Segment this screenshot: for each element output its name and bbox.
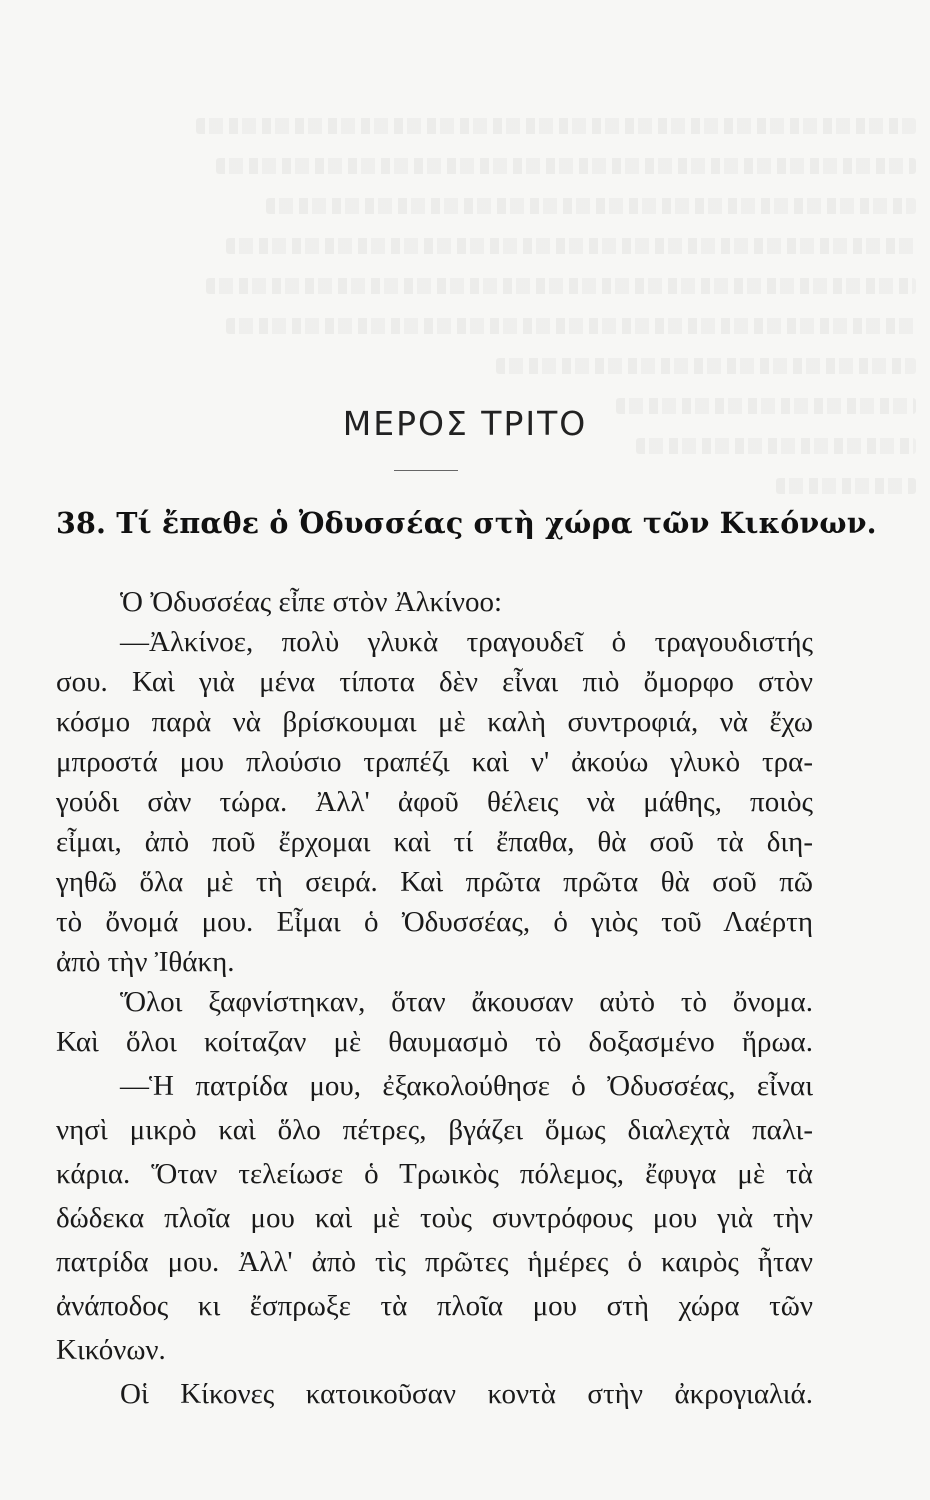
paragraph-line: ἀπὸ τὴν Ἰθάκη. xyxy=(56,946,235,978)
paragraph-line: δώδεκα πλοῖα μου καὶ μὲ τοὺς συντρόφους μου γιὰ τὴν xyxy=(56,1202,813,1234)
paragraph-line: Ὁ Ὀδυσσέας εἶπε στὸν Ἀλκίνοο: xyxy=(120,586,503,618)
paragraph-line: Καὶ ὅλοι κοίταζαν μὲ θαυμασμὸ τὸ δοξασμένο ἥρωα. xyxy=(56,1026,813,1058)
paragraph-line: γηθῶ ὅλα μὲ τὴ σειρά. Καὶ πρῶτα πρῶτα θὰ σοῦ πῶ xyxy=(56,866,813,898)
paragraph-line: σου. Καὶ γιὰ μένα τίποτα δὲν εἶναι πιὸ ὄμορφο στὸν xyxy=(56,666,813,698)
paragraph-line: Οἱ Κίκονες κατοικοῦσαν κοντὰ στὴν ἀκρογιαλιά. xyxy=(120,1378,813,1410)
paragraph-line: τὸ ὄνομά μου. Εἶμαι ὁ Ὀδυσσέας, ὁ γιὸς τοῦ Λαέρτη xyxy=(56,906,813,938)
paragraph-line: γούδι σὰν τώρα. Ἀλλ' ἀφοῦ θέλεις νὰ μάθης, ποιὸς xyxy=(56,786,813,818)
paragraph-line: ἀνάποδος κι ἔσπρωξε τὰ πλοῖα μου στὴ χώρα τῶν xyxy=(56,1290,813,1322)
title-divider xyxy=(394,470,458,471)
chapter-heading: 38. Τί ἔπαθε ὁ Ὀδυσσέας στὴ χώρα τῶν Κικόνων. xyxy=(56,506,877,540)
paragraph-line: —Ἡ πατρίδα μου, ἐξακολούθησε ὁ Ὀδυσσέας, εἶναι xyxy=(120,1070,813,1102)
paragraph-line: νησὶ μικρὸ καὶ ὅλο πέτρες, βγάζει ὅμως διαλεχτὰ παλι- xyxy=(56,1114,813,1146)
paragraph-line: Κικόνων. xyxy=(56,1334,166,1366)
part-title: ΜΕΡΟΣ ΤΡΙΤΟ xyxy=(342,404,588,443)
paragraph-line: εἶμαι, ἀπὸ ποῦ ἔρχομαι καὶ τί ἔπαθα, θὰ σοῦ τὰ διη- xyxy=(56,826,813,858)
paragraph-line: κόσμο παρὰ νὰ βρίσκουμαι μὲ καλὴ συντροφιά, νὰ ἔχω xyxy=(56,706,813,738)
paragraph-line: κάρια. Ὅταν τελείωσε ὁ Τρωικὸς πόλεμος, ἔφυγα μὲ τὰ xyxy=(56,1158,813,1190)
paragraph-line: —Ἀλκίνοε, πολὺ γλυκὰ τραγουδεῖ ὁ τραγουδιστής xyxy=(120,626,813,658)
paragraph-line: πατρίδα μου. Ἀλλ' ἀπὸ τὶς πρῶτες ἡμέρες ὁ καιρὸς ἦταν xyxy=(56,1246,813,1278)
paragraph-line: Ὅλοι ξαφνίστηκαν, ὅταν ἄκουσαν αὐτὸ τὸ ὄνομα. xyxy=(120,986,813,1018)
paragraph-line: μπροστά μου πλούσιο τραπέζι καὶ ν' ἀκούω γλυκὸ τρα- xyxy=(56,746,813,778)
